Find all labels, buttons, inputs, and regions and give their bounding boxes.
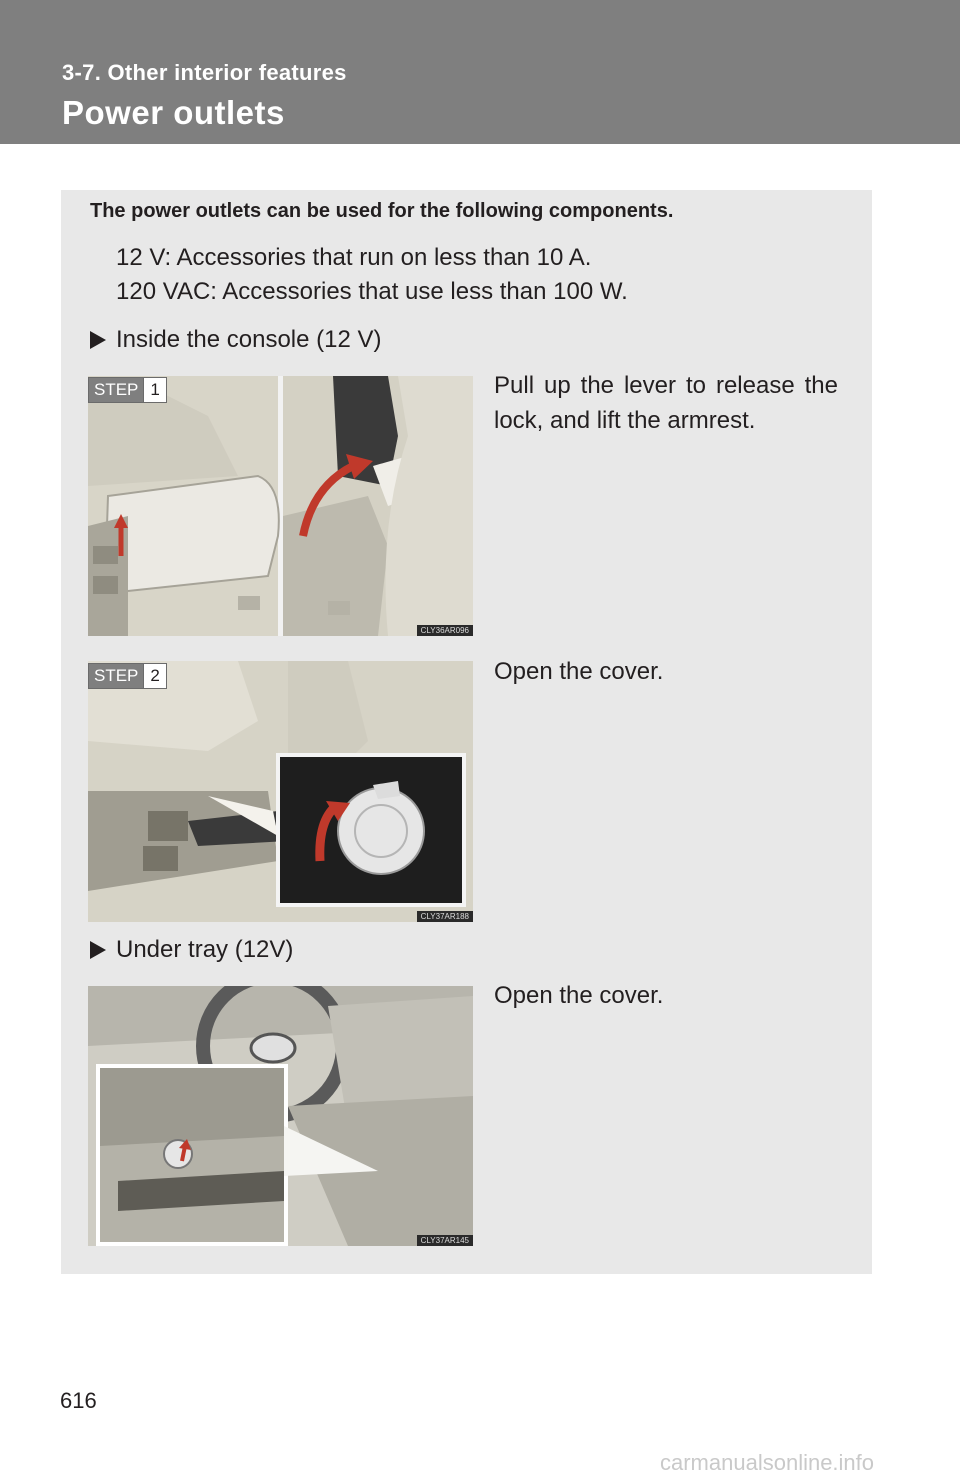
section-console-heading bbox=[90, 326, 382, 354]
bullet-triangle-icon bbox=[90, 941, 106, 959]
figure-code: CLY37AR145 bbox=[417, 1235, 473, 1246]
dashboard-tray-illustration bbox=[88, 986, 473, 1246]
step-word: STEP bbox=[89, 378, 143, 402]
console-cover-illustration bbox=[88, 661, 473, 922]
page-title: Power outlets bbox=[62, 94, 285, 131]
step-number: 2 bbox=[143, 664, 165, 688]
figure-code: CLY37AR188 bbox=[417, 911, 473, 922]
section-label: 3-7. Other interior features bbox=[62, 60, 347, 85]
intro-text: The power outlets can be used for the following components. bbox=[90, 200, 674, 222]
page-header bbox=[0, 0, 960, 144]
step1-text: Pull up the lever to release the lock, and lift the armrest. bbox=[494, 372, 838, 434]
armrest-illustration bbox=[88, 376, 473, 636]
section-console-label: Inside the console (12 V) bbox=[116, 326, 382, 353]
section-tray-heading bbox=[90, 936, 293, 964]
step-word: STEP bbox=[89, 664, 143, 688]
step2-badge bbox=[88, 663, 167, 689]
rating-120vac: 120 VAC: Accessories that use less than 100 W. bbox=[116, 278, 628, 305]
section-tray-label: Under tray (12V) bbox=[116, 936, 294, 963]
figure-code: CLY36AR096 bbox=[417, 625, 473, 636]
watermark: carmanualsonline.info bbox=[660, 1450, 875, 1475]
rating-12v: 12 V: Accessories that run on less than 10 A. bbox=[116, 244, 592, 271]
step-number: 1 bbox=[143, 378, 165, 402]
tray-figure bbox=[88, 986, 473, 1246]
step1-figure bbox=[88, 376, 473, 636]
step2-figure bbox=[88, 661, 473, 922]
page-number: 616 bbox=[60, 1388, 97, 1413]
tray-text: Open the cover. bbox=[494, 982, 664, 1009]
step1-badge bbox=[88, 377, 167, 403]
step2-text: Open the cover. bbox=[494, 658, 664, 685]
bullet-triangle-icon bbox=[90, 331, 106, 349]
